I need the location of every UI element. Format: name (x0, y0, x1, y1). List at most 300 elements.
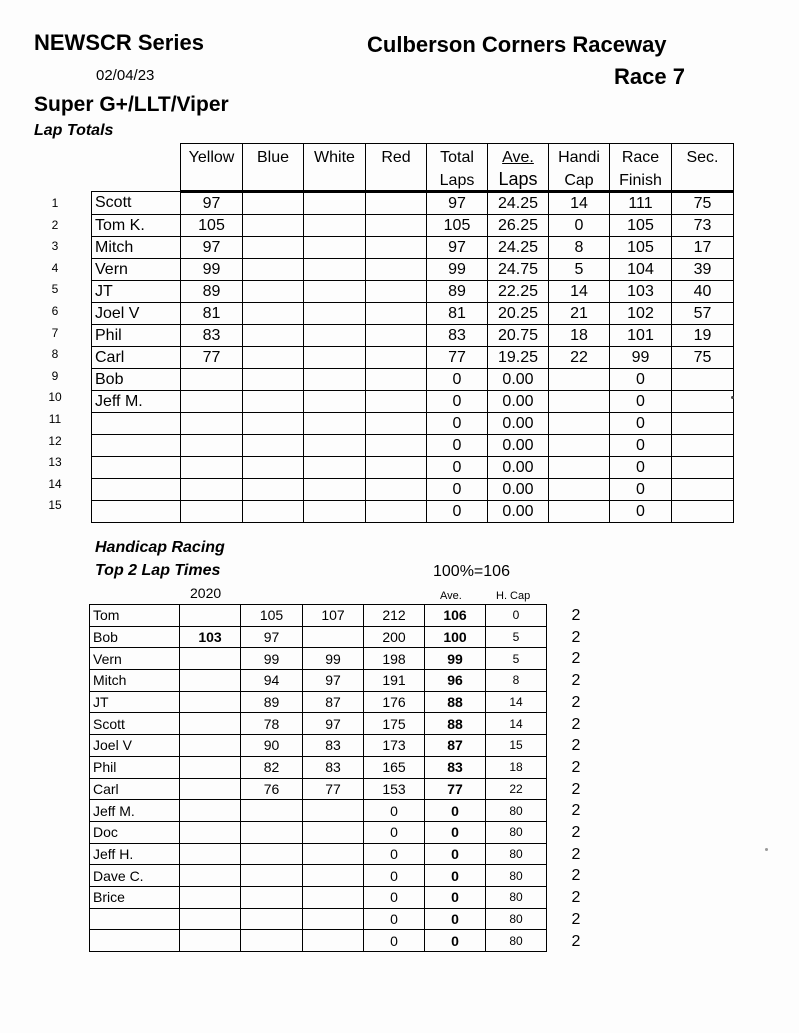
row-number: 5 (51, 282, 59, 297)
cell-hcap: 80 (486, 886, 547, 908)
cell-yellow: 81 (181, 303, 243, 325)
cell-ave: 99 (425, 648, 486, 670)
cell-l1: 82 (241, 756, 303, 778)
count-value: 2 (571, 693, 581, 711)
cell-ave: 0.00 (488, 435, 549, 457)
cell-sec: 75 (672, 347, 734, 369)
cell-yellow: 105 (181, 215, 243, 237)
cell-l1: 89 (241, 691, 303, 713)
cell-c2020 (180, 713, 241, 735)
cell-name (90, 930, 180, 952)
table-row (90, 626, 547, 648)
row-number: 6 (51, 304, 59, 318)
row-number: 4 (51, 260, 59, 275)
cell-c2020 (180, 843, 241, 865)
row-number: 8 (51, 347, 59, 362)
table-row (90, 670, 547, 692)
col-sec: Sec. (672, 144, 734, 168)
cell-handi (549, 501, 610, 523)
row-number: 1 (51, 196, 59, 210)
cell-name: Tom K. (92, 215, 181, 237)
cell-handi: 14 (549, 281, 610, 303)
cell-handi: 0 (549, 215, 610, 237)
col-handi: Handi (549, 144, 610, 168)
count-value: 2 (571, 780, 581, 798)
cell-sum: 0 (364, 800, 425, 822)
table-row (90, 713, 547, 735)
class-title: Super G+/LLT/Viper (34, 93, 229, 116)
cell-c2020 (180, 886, 241, 908)
cell-finish: 104 (610, 259, 672, 281)
hcap-label: H. Cap (496, 590, 531, 602)
cell-sec (672, 501, 734, 523)
cell-finish: 102 (610, 303, 672, 325)
cell-l1 (241, 886, 303, 908)
cell-l2 (303, 865, 364, 887)
cell-c2020 (180, 800, 241, 822)
cell-name (92, 479, 181, 501)
count-value: 2 (571, 607, 581, 624)
cell-total: 0 (427, 391, 488, 413)
cell-red (366, 259, 427, 281)
cell-sum: 165 (364, 756, 425, 778)
cell-ave: 0.00 (488, 501, 549, 523)
cell-name (92, 501, 181, 523)
cell-name (92, 435, 181, 457)
cell-white (304, 281, 366, 303)
cell-handi (549, 457, 610, 479)
table-row (90, 821, 547, 843)
cell-sum: 198 (364, 648, 425, 670)
cell-white (304, 347, 366, 369)
cell-l1 (241, 843, 303, 865)
cell-blue (243, 237, 304, 259)
table-row (92, 479, 734, 501)
cell-total: 0 (427, 457, 488, 479)
handicap-title: Handicap Racing (95, 539, 225, 556)
cell-l2: 77 (303, 778, 364, 800)
cell-sum: 0 (364, 886, 425, 908)
count-value: 2 (571, 758, 581, 776)
cell-hcap: 5 (486, 648, 547, 670)
cell-name: Phil (90, 756, 180, 778)
cell-ave: 20.75 (488, 325, 549, 347)
cell-l1: 94 (241, 670, 303, 692)
col-race-2: Finish (610, 167, 672, 192)
cell-c2020 (180, 778, 241, 800)
table-row (90, 886, 547, 908)
cell-finish: 99 (610, 347, 672, 369)
cell-sec: 19 (672, 325, 734, 347)
series-title: NEWSCR Series (34, 30, 204, 55)
cell-yellow (181, 457, 243, 479)
table-row (92, 281, 734, 303)
cell-hcap: 80 (486, 821, 547, 843)
cell-blue (243, 325, 304, 347)
cell-name: Joel V (90, 735, 180, 757)
cell-total: 0 (427, 413, 488, 435)
cell-red (366, 215, 427, 237)
cell-total: 0 (427, 369, 488, 391)
table-row (90, 908, 547, 930)
scan-speck (731, 396, 734, 399)
cell-red (366, 391, 427, 413)
scan-speck (765, 848, 768, 851)
cell-sum: 175 (364, 713, 425, 735)
cell-hcap: 14 (486, 713, 547, 735)
cell-c2020 (180, 865, 241, 887)
cell-hcap: 80 (486, 865, 547, 887)
cell-red (366, 457, 427, 479)
cell-handi: 21 (549, 303, 610, 325)
cell-name: Carl (90, 778, 180, 800)
table-row (92, 192, 734, 215)
cell-sum: 0 (364, 821, 425, 843)
table-row (90, 865, 547, 887)
table-row (92, 501, 734, 523)
cell-ave: 0 (425, 800, 486, 822)
cell-handi: 22 (549, 347, 610, 369)
cell-total: 0 (427, 435, 488, 457)
table-row (92, 457, 734, 479)
cell-white (304, 325, 366, 347)
header-row-1 (92, 144, 734, 168)
cell-handi: 18 (549, 325, 610, 347)
cell-handi (549, 369, 610, 391)
table-row (90, 691, 547, 713)
cell-sec (672, 457, 734, 479)
cell-total: 83 (427, 325, 488, 347)
cell-l2 (303, 930, 364, 952)
cell-white (304, 259, 366, 281)
cell-total: 99 (427, 259, 488, 281)
col-ave: Ave. (488, 144, 549, 168)
table-row (92, 259, 734, 281)
col-yellow: Yellow (181, 144, 243, 168)
cell-l1: 76 (241, 778, 303, 800)
cell-l2 (303, 626, 364, 648)
cell-ave: 0.00 (488, 391, 549, 413)
cell-blue (243, 215, 304, 237)
cell-sec (672, 479, 734, 501)
table-row (90, 930, 547, 952)
cell-l1 (241, 930, 303, 952)
cell-sec: 39 (672, 259, 734, 281)
cell-white (304, 192, 366, 215)
cell-finish: 111 (610, 192, 672, 215)
col-red: Red (366, 144, 427, 168)
cell-name: Carl (92, 347, 181, 369)
cell-sec (672, 413, 734, 435)
cell-hcap: 80 (486, 908, 547, 930)
cell-hcap: 18 (486, 756, 547, 778)
table-row (92, 391, 734, 413)
cell-c2020 (180, 908, 241, 930)
row-number: 9 (51, 368, 59, 383)
cell-red (366, 479, 427, 501)
cell-white (304, 501, 366, 523)
cell-red (366, 413, 427, 435)
ave-label: Ave. (440, 590, 462, 602)
cell-red (366, 237, 427, 259)
count-value: 2 (571, 715, 581, 733)
cell-l2: 97 (303, 713, 364, 735)
cell-yellow: 99 (181, 259, 243, 281)
lap-totals-table (91, 143, 734, 523)
cell-sum: 173 (364, 735, 425, 757)
cell-name: Vern (90, 648, 180, 670)
cell-name (92, 457, 181, 479)
cell-name: Tom (90, 605, 180, 627)
cell-finish: 0 (610, 391, 672, 413)
cell-sum: 153 (364, 778, 425, 800)
cell-ave: 22.25 (488, 281, 549, 303)
cell-c2020 (180, 735, 241, 757)
cell-blue (243, 259, 304, 281)
cell-hcap: 5 (486, 626, 547, 648)
cell-yellow (181, 369, 243, 391)
cell-white (304, 413, 366, 435)
row-number: 15 (48, 498, 62, 513)
cell-l1 (241, 908, 303, 930)
table-row (92, 303, 734, 325)
cell-ave: 0.00 (488, 457, 549, 479)
cell-yellow: 83 (181, 325, 243, 347)
cell-sum: 191 (364, 670, 425, 692)
cell-name: Mitch (92, 237, 181, 259)
cell-sum: 0 (364, 930, 425, 952)
cell-name: Doc (90, 821, 180, 843)
cell-c2020 (180, 670, 241, 692)
header-row-2 (92, 167, 734, 192)
cell-handi (549, 435, 610, 457)
count-value: 2 (571, 737, 581, 755)
count-value: 2 (571, 889, 581, 907)
cell-ave: 83 (425, 756, 486, 778)
handicap-table (89, 604, 547, 952)
table-row (92, 413, 734, 435)
count-value: 2 (571, 672, 581, 690)
track-title: Culberson Corners Raceway (367, 32, 667, 57)
cell-sec: 73 (672, 215, 734, 237)
cell-handi: 8 (549, 237, 610, 259)
cell-blue (243, 369, 304, 391)
cell-blue (243, 391, 304, 413)
cell-blue (243, 501, 304, 523)
count-value: 2 (571, 824, 581, 841)
cell-sum: 200 (364, 626, 425, 648)
section-title: Lap Totals (34, 122, 114, 139)
cell-total: 0 (427, 501, 488, 523)
cell-finish: 0 (610, 369, 672, 391)
col-handi-2: Cap (549, 167, 610, 192)
cell-red (366, 281, 427, 303)
cell-sum: 0 (364, 843, 425, 865)
cell-name (92, 413, 181, 435)
col-total: Total (427, 144, 488, 168)
percent-label: 100%=106 (433, 563, 510, 580)
row-number: 13 (48, 455, 62, 470)
cell-l2: 99 (303, 648, 364, 670)
cell-handi: 14 (549, 192, 610, 215)
cell-c2020 (180, 605, 241, 627)
cell-l1: 90 (241, 735, 303, 757)
cell-l2: 83 (303, 735, 364, 757)
cell-white (304, 457, 366, 479)
cell-ave: 24.25 (488, 192, 549, 215)
cell-name: Vern (92, 259, 181, 281)
cell-yellow: 77 (181, 347, 243, 369)
cell-finish: 105 (610, 215, 672, 237)
cell-l2 (303, 800, 364, 822)
cell-ave: 100 (425, 626, 486, 648)
cell-finish: 0 (610, 435, 672, 457)
cell-ave: 88 (425, 691, 486, 713)
cell-total: 81 (427, 303, 488, 325)
cell-handi (549, 413, 610, 435)
table-row (92, 215, 734, 237)
cell-c2020 (180, 648, 241, 670)
cell-ave: 87 (425, 735, 486, 757)
cell-white (304, 391, 366, 413)
cell-handi: 5 (549, 259, 610, 281)
cell-l2: 83 (303, 756, 364, 778)
cell-l1 (241, 865, 303, 887)
cell-sec (672, 369, 734, 391)
table-row (90, 605, 547, 627)
count-value: 2 (571, 932, 581, 950)
race-number: Race 7 (614, 64, 685, 89)
cell-ave: 19.25 (488, 347, 549, 369)
cell-red (366, 435, 427, 457)
cell-white (304, 303, 366, 325)
race-date: 02/04/23 (96, 67, 155, 84)
cell-sum: 212 (364, 605, 425, 627)
cell-finish: 0 (610, 413, 672, 435)
cell-sum: 0 (364, 908, 425, 930)
cell-yellow (181, 413, 243, 435)
cell-blue (243, 192, 304, 215)
cell-sum: 176 (364, 691, 425, 713)
cell-name: Jeff M. (90, 800, 180, 822)
cell-sec: 57 (672, 303, 734, 325)
cell-sec (672, 435, 734, 457)
cell-white (304, 479, 366, 501)
row-number: 2 (51, 217, 59, 232)
cell-ave: 0.00 (488, 369, 549, 391)
count-value: 2 (571, 650, 581, 668)
cell-yellow (181, 391, 243, 413)
cell-l2: 87 (303, 691, 364, 713)
cell-l2 (303, 821, 364, 843)
cell-l1 (241, 800, 303, 822)
cell-name: Jeff H. (90, 843, 180, 865)
cell-name: Joel V (92, 303, 181, 325)
cell-c2020 (180, 821, 241, 843)
cell-total: 0 (427, 479, 488, 501)
cell-c2020 (180, 930, 241, 952)
cell-hcap: 15 (486, 735, 547, 757)
cell-hcap: 14 (486, 691, 547, 713)
cell-red (366, 347, 427, 369)
cell-finish: 0 (610, 479, 672, 501)
cell-sec (672, 391, 734, 413)
cell-finish: 103 (610, 281, 672, 303)
row-number: 12 (48, 433, 62, 448)
cell-ave: 88 (425, 713, 486, 735)
cell-yellow: 97 (181, 192, 243, 215)
cell-total: 97 (427, 237, 488, 259)
table-row (92, 435, 734, 457)
cell-l1: 99 (241, 648, 303, 670)
cell-name: JT (90, 691, 180, 713)
cell-red (366, 369, 427, 391)
cell-yellow (181, 479, 243, 501)
cell-name: Scott (92, 192, 181, 215)
cell-total: 89 (427, 281, 488, 303)
cell-blue (243, 347, 304, 369)
cell-total: 77 (427, 347, 488, 369)
cell-hcap: 80 (486, 843, 547, 865)
handicap-subtitle: Top 2 Lap Times (95, 562, 221, 579)
cell-yellow (181, 435, 243, 457)
cell-finish: 0 (610, 457, 672, 479)
cell-white (304, 237, 366, 259)
cell-ave: 24.75 (488, 259, 549, 281)
cell-total: 97 (427, 192, 488, 215)
cell-finish: 101 (610, 325, 672, 347)
table-row (92, 369, 734, 391)
row-number: 3 (51, 239, 59, 254)
cell-name: Bob (92, 369, 181, 391)
cell-name: Jeff M. (92, 391, 181, 413)
cell-ave: 26.25 (488, 215, 549, 237)
cell-l2 (303, 886, 364, 908)
cell-blue (243, 303, 304, 325)
col-race: Race (610, 144, 672, 168)
col-total-2: Laps (427, 167, 488, 192)
cell-c2020 (180, 691, 241, 713)
cell-l2 (303, 908, 364, 930)
cell-l2: 97 (303, 670, 364, 692)
cell-hcap: 22 (486, 778, 547, 800)
cell-white (304, 369, 366, 391)
count-value: 2 (571, 867, 581, 885)
cell-ave: 20.25 (488, 303, 549, 325)
cell-finish: 105 (610, 237, 672, 259)
cell-ave: 0 (425, 843, 486, 865)
cell-ave: 0 (425, 865, 486, 887)
cell-red (366, 325, 427, 347)
cell-sec: 40 (672, 281, 734, 303)
cell-hcap: 8 (486, 670, 547, 692)
cell-blue (243, 413, 304, 435)
count-value: 2 (571, 845, 581, 863)
cell-ave: 0 (425, 908, 486, 930)
cell-hcap: 80 (486, 800, 547, 822)
cell-l1 (241, 821, 303, 843)
table-row (90, 800, 547, 822)
cell-total: 105 (427, 215, 488, 237)
cell-red (366, 192, 427, 215)
cell-l2: 107 (303, 605, 364, 627)
cell-l1: 97 (241, 626, 303, 648)
table-row (90, 756, 547, 778)
cell-ave: 96 (425, 670, 486, 692)
row-number: 11 (48, 412, 62, 426)
row-number: 10 (48, 390, 62, 405)
cell-white (304, 215, 366, 237)
